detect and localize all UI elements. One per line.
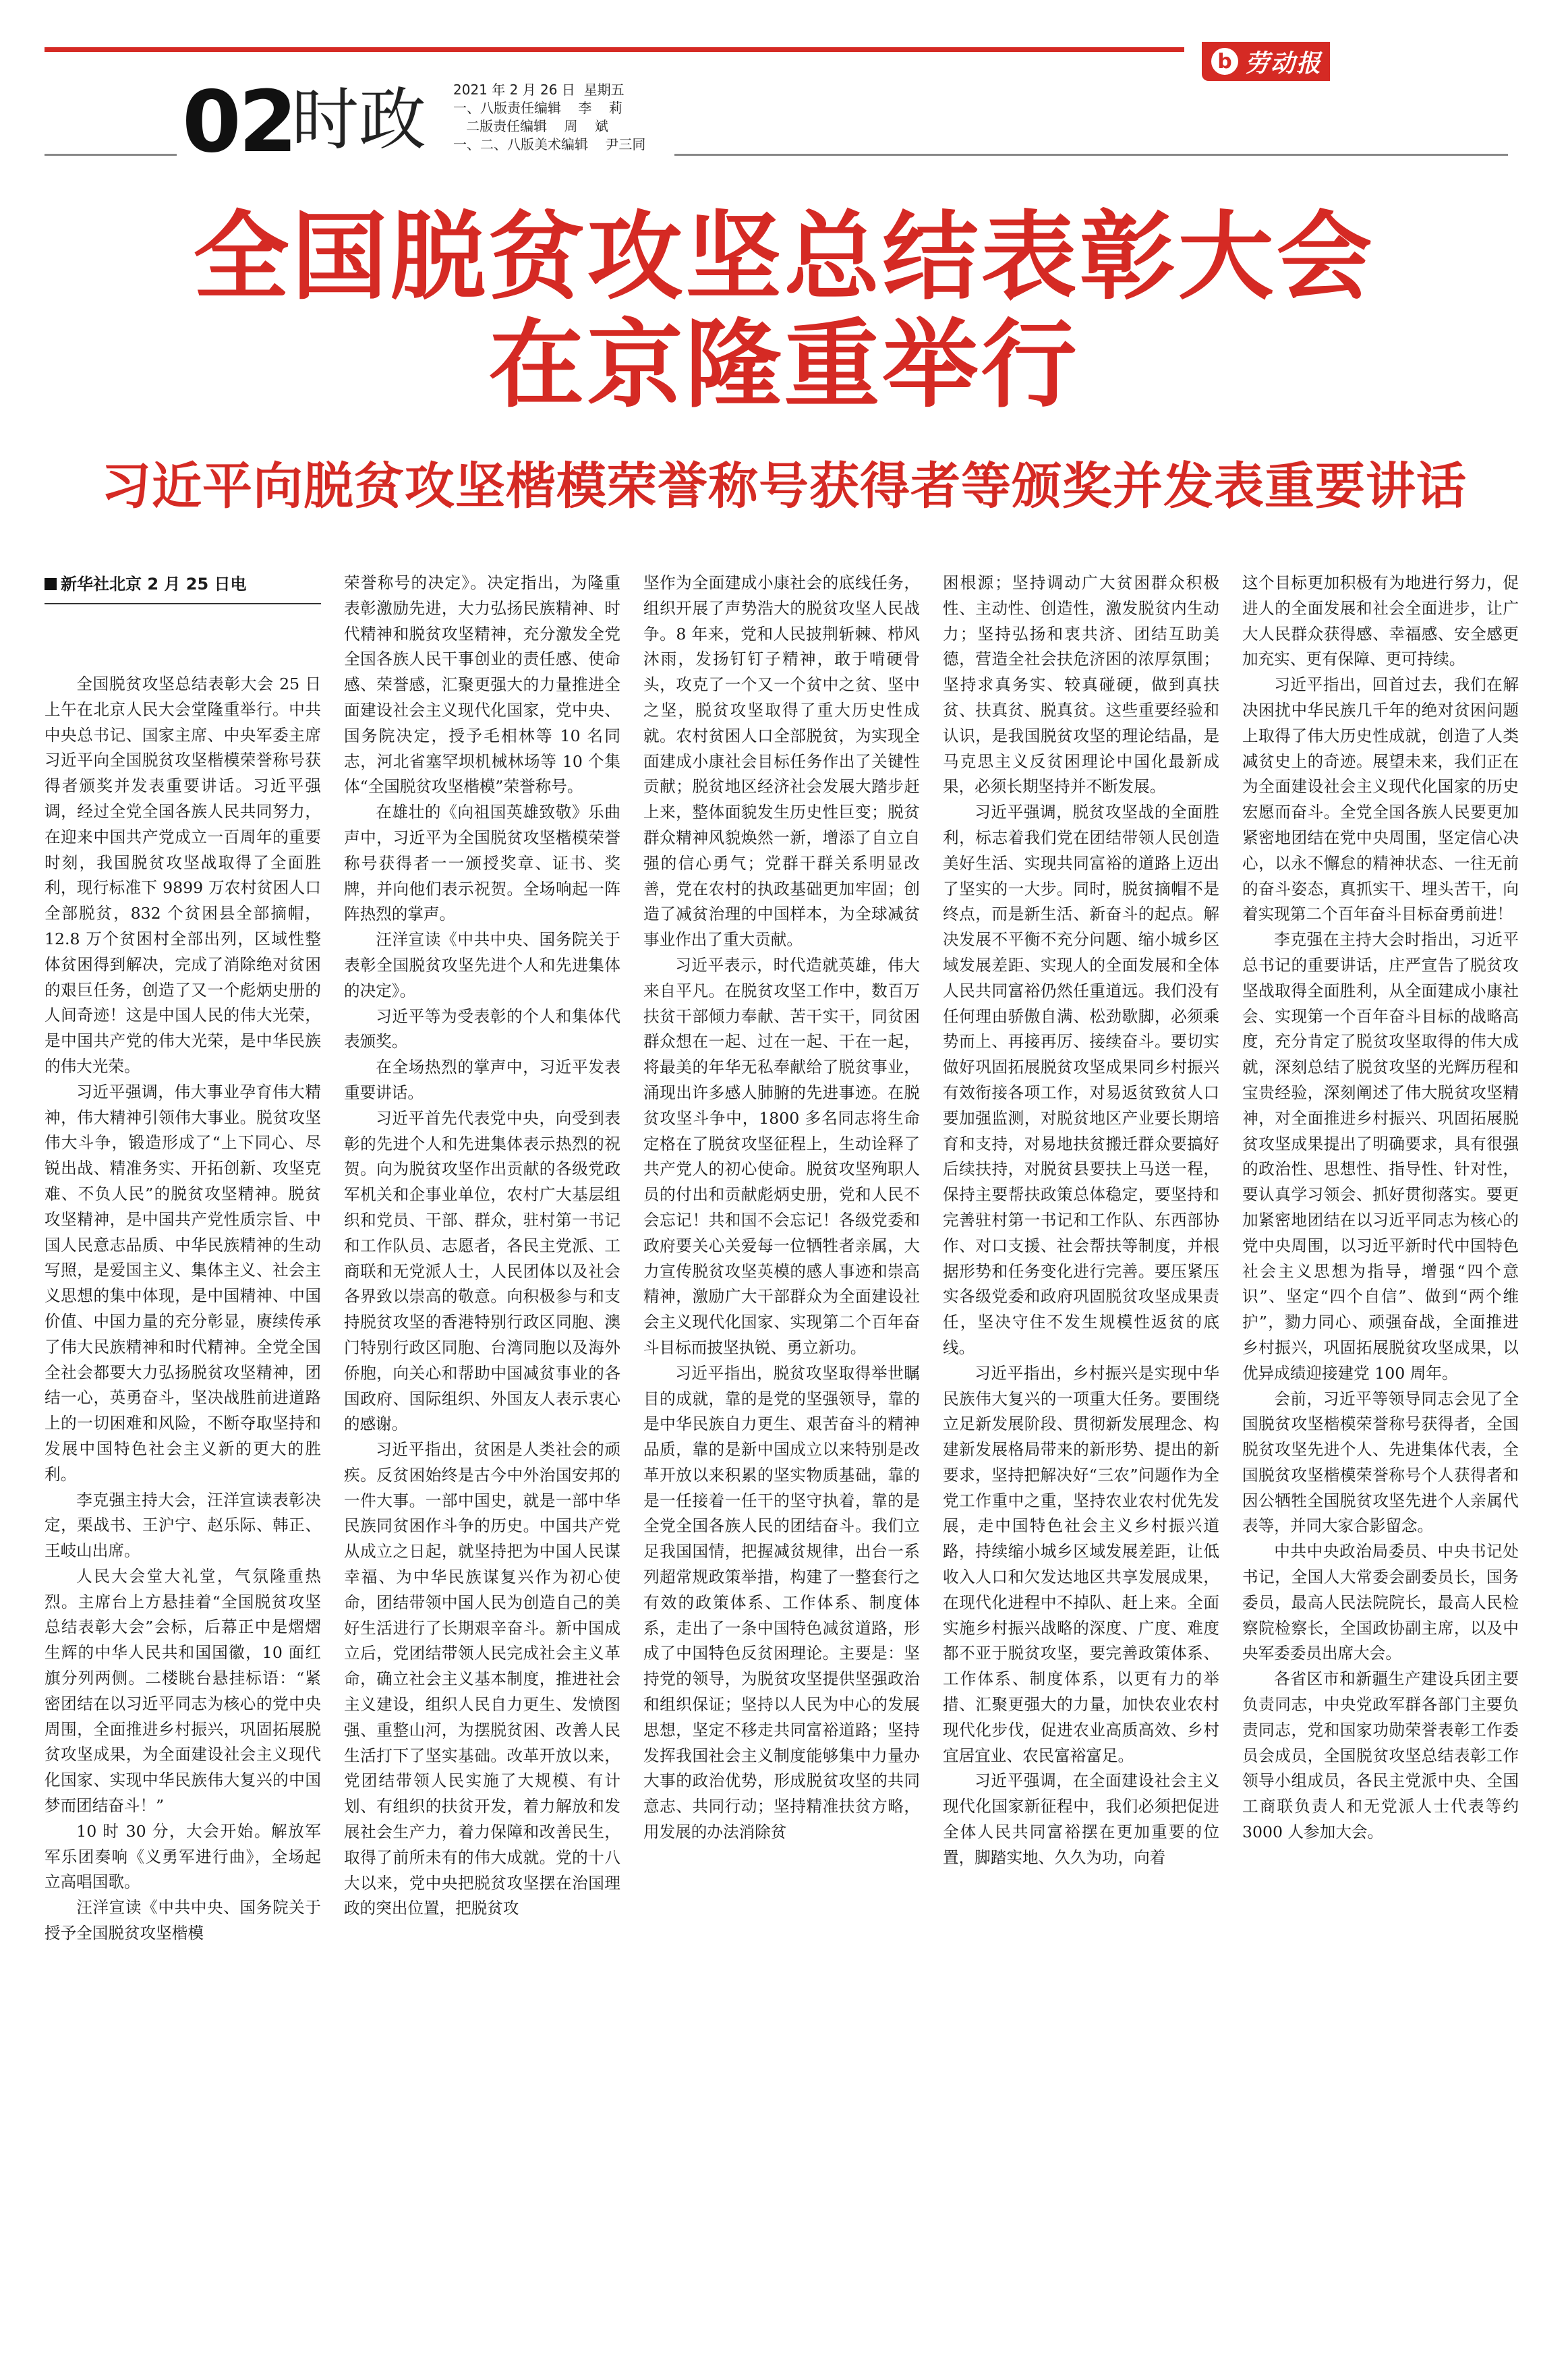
paragraph: 李克强主持大会，汪洋宣读表彰决定，栗战书、王沪宁、赵乐际、韩正、王岐山出席。 xyxy=(45,1490,321,1561)
page-number: 02 xyxy=(182,72,295,171)
paragraph: 习近平指出，脱贫攻坚取得举世瞩目的成就，靠的是党的坚强领导，靠的是中华民族自力更生、艰苦奋斗的精神品质，靠的是新中国成立以来特别是改革开放以来积累的坚实物质基础，靠的是一任接着一任干的坚守执着，靠的是全党全国各族人民的团结奋斗。我们立足我国国情，把握减贫规律，出台一系列超常规政策举措，构建了一整套行之有效的政策体系、工作体系、制度体系，走出了一条中国特色减贫道路，形成了中国特色反贫困理论。主要是：坚持党的领导，为脱贫攻坚提供坚强政治和组织保证；坚持以人民为中心的发展思想，坚定不移走共同富裕道路；坚持发挥我国社会主义制度能够集中力量办大事的政治优势，形成脱贫攻坚的共同意志、共同行动；坚持精准扶贫方略，用发展的办法消除贫 xyxy=(643,1363,920,1842)
paragraph: 坚作为全面建成小康社会的底线任务，组织开展了声势浩大的脱贫攻坚人民战争。8 年来，党和人民披荆斩棘、栉风沐雨，发扬钉钉子精神，敢于啃硬骨头，攻克了一个又一个贫中之贫、坚中之坚，脱贫攻坚取得了重大历史性成就。农村贫困人口全部脱贫，为实现全面建成小康社会目标任务作出了关键性贡献；脱贫地区经济社会发展大踏步赶上来，整体面貌发生历史性巨变；脱贫群众精神风貌焕然一新，增添了自立自强的信心勇气；党群干群关系明显改善，党在农村的执政基础更加牢固；创造了减贫治理的中国样本，为全球减贫事业作出了重大贡献。 xyxy=(643,573,920,950)
paragraph: 习近平强调，脱贫攻坚战的全面胜利，标志着我们党在团结带领人民创造美好生活、实现共同富裕的道路上迈出了坚实的一大步。同时，脱贫摘帽不是终点，而是新生活、新奋斗的起点。解决发展不平衡不充分问题、缩小城乡区域发展差距、实现人的全面发展和全体人民共同富裕仍然任重道远。我们没有任何理由骄傲自满、松劲歇脚，必须乘势而上、再接再厉、接续奋斗。要切实做好巩固拓展脱贫攻坚成果同乡村振兴有效衔接各项工作，对易返贫致贫人口要加强监测，对脱贫地区产业要长期培育和支持，对易地扶贫搬迁群众要搞好后续扶持，对脱贫县要扶上马送一程，保持主要帮扶政策总体稳定，要坚持和完善驻村第一书记和工作队、东西部协作、对口支援、社会帮扶等制度，并根据形势和任务变化进行完善。要压紧压实各级党委和政府巩固脱贫攻坚成果责任，坚决守住不发生规模性返贫的底线。 xyxy=(943,803,1219,1357)
paragraph: 在全场热烈的掌声中，习近平发表重要讲话。 xyxy=(344,1058,620,1102)
issue-date: 2021 年 2 月 26 日 星期五 xyxy=(453,82,625,98)
article-column xyxy=(943,571,1219,2324)
paragraph: 在雄壮的《向祖国英雄致敬》乐曲声中，习近平为全国脱贫攻坚楷模荣誉称号获得者一一颁授奖章、证书、奖牌，并向他们表示祝贺。全场响起一阵阵热烈的掌声。 xyxy=(344,803,620,924)
paragraph: 习近平首先代表党中央，向受到表彰的先进个人和先进集体表示热烈的祝贺。向为脱贫攻坚作出贡献的各级党政军机关和企事业单位，农村广大基层组织和党员、干部、群众，驻村第一书记和工作队员、志愿者，各民主党派、工商联和无党派人士，人民团体以及社会各界致以崇高的敬意。向积极参与和支持脱贫攻坚的香港特别行政区同胞、澳门特别行政区同胞、台湾同胞以及海外侨胞，向关心和帮助中国减贫事业的各国政府、国际组织、外国友人表示衷心的感谢。 xyxy=(344,1108,620,1434)
paragraph: 10 时 30 分，大会开始。解放军军乐团奏响《义勇军进行曲》，全场起立高唱国歌。 xyxy=(45,1821,321,1892)
newspaper-masthead xyxy=(1202,42,1330,81)
paragraph: 习近平强调，伟大事业孕育伟大精神，伟大精神引领伟大事业。脱贫攻坚伟大斗争，锻造形成了“上下同心、尽锐出战、精准务实、开拓创新、攻坚克难、不负人民”的脱贫攻坚精神。脱贫攻坚精神，是中国共产党性质宗旨、中国人民意志品质、中华民族精神的生动写照，是爱国主义、集体主义、社会主义思想的集中体现，是中国精神、中国价值、中国力量的充分彰显，赓续传承了伟大民族精神和时代精神。全党全国全社会都要大力弘扬脱贫攻坚精神，团结一心，英勇奋斗，坚决战胜前进道路上的一切困难和风险，不断夺取坚持和发展中国特色社会主义新的更大的胜利。 xyxy=(45,1082,321,1484)
paragraph: 习近平表示，时代造就英雄，伟大来自平凡。在脱贫攻坚工作中，数百万扶贫干部倾力奉献、苦干实干，同贫困群众想在一起、过在一起、干在一起，将最美的年华无私奉献给了脱贫事业，涌现出许多感人肺腑的先进事迹。在脱贫攻坚斗争中，1800 多名同志将生命定格在了脱贫攻坚征程上，生动诠释了共产党人的初心使命。脱贫攻坚殉职人员的付出和贡献彪炳史册，党和人民不会忘记！共和国不会忘记！各级党委和政府要关心关爱每一位牺牲者亲属，大力宣传脱贫攻坚英模的感人事迹和崇高精神，激励广大干部群众为全面建设社会主义现代化国家、实现第二个百年奋斗目标而披坚执锐、勇立新功。 xyxy=(643,955,920,1357)
section-title: 时政 xyxy=(291,80,426,159)
paragraph: 李克强在主持大会时指出，习近平总书记的重要讲话，庄严宣告了脱贫攻坚战取得全面胜利，从全面建成小康社会、实现第一个百年奋斗目标的战略高度，充分肯定了脱贫攻坚取得的伟大成就，深刻总结了脱贫攻坚的光辉历程和宝贵经验，深刻阐述了伟大脱贫攻坚精神，对全面推进乡村振兴、巩固拓展脱贫攻坚成果提出了明确要求，具有很强的政治性、思想性、指导性、针对性，要认真学习领会、抓好贯彻落实。要更加紧密地团结在以习近平同志为核心的党中央周围，以习近平新时代中国特色社会主义思想为指导，增强“四个意识”、坚定“四个自信”、做到“两个维护”，勠力同心、顽强奋战，全面推进乡村振兴，巩固拓展脱贫攻坚成果，以优异成绩迎接建党 100 周年。 xyxy=(1242,930,1519,1383)
header-divider-right xyxy=(674,154,1508,156)
editor-line: 一、八版责任编辑 李 莉 xyxy=(453,100,622,116)
paragraph: 习近平指出，贫困是人类社会的顽疾。反贫困始终是古今中外治国安邦的一件大事。一部中国史，就是一部中华民族同贫困作斗争的历史。中国共产党从成立之日起，就坚持把为中国人民谋幸福、为中华民族谋复兴作为初心使命，团结带领中国人民为创造自己的美好生活进行了长期艰辛奋斗。新中国成立后，党团结带领人民完成社会主义革命，确立社会主义基本制度，推进社会主义建设，组织人民自力更生、发愤图强、重整山河，为摆脱贫困、改善人民生活打下了坚实基础。改革开放以来，党团结带领人民实施了大规模、有计划、有组织的扶贫开发，着力解放和发展社会生产力，着力保障和改善民生，取得了前所未有的伟大成就。党的十八大以来，党中央把脱贫攻坚摆在治国理政的突出位置，把脱贫攻 xyxy=(344,1440,620,1918)
dateline-text: 新华社北京 2 月 25 日电 xyxy=(61,575,247,594)
paragraph: 这个目标更加积极有为地进行努力，促进人的全面发展和社会全面进步，让广大人民群众获得感、幸福感、安全感更加充实、更有保障、更可持续。 xyxy=(1242,573,1519,669)
article-column xyxy=(45,571,321,2324)
paragraph: 荣誉称号的决定》。决定指出，为隆重表彰激励先进，大力弘扬民族精神、时代精神和脱贫攻坚精神，充分激发全党全国各族人民干事创业的责任感、使命感、荣誉感，汇聚更强大的力量推进全面建设社会主义现代化国家，党中央、国务院决定，授予毛相林等 10 名同志，河北省塞罕坝机械林场等 10 个集体“全国脱贫攻坚楷模”荣誉称号。 xyxy=(344,573,620,797)
paragraph: 人民大会堂大礼堂，气氛隆重热烈。主席台上方悬挂着“全国脱贫攻坚总结表彰大会”会标，后幕正中是熠熠生辉的中华人民共和国国徽，10 面红旗分列两侧。二楼眺台悬挂标语：“紧密团结在以习近平同志为核心的党中央周围，全面推进乡村振兴，巩固拓展脱贫攻坚成果，为全面建设社会主义现代化国家、实现中华民族伟大复兴的中国梦而团结奋斗！” xyxy=(45,1566,321,1816)
square-bullet-icon xyxy=(45,578,57,590)
newspaper-name: 劳动报 xyxy=(1245,49,1323,78)
article-column xyxy=(1242,571,1519,2324)
newspaper-logo-icon: b xyxy=(1211,48,1238,75)
editor-line: 一、二、八版美术编辑 尹三同 xyxy=(453,136,646,152)
headline-line-2: 在京隆重举行 xyxy=(488,310,1080,421)
paragraph: 全国脱贫攻坚总结表彰大会 25 日上午在北京人民大会堂隆重举行。中共中央总书记、国家主席、中央军委主席习近平向全国脱贫攻坚楷模荣誉称号获得者颁奖并发表重要讲话。习近平强调，经过全党全国各族人民共同努力，在迎来中国共产党成立一百周年的重要时刻，我国脱贫攻坚战取得了全面胜利，现行标准下 9899 万农村贫困人口全部脱贫，832 个贫困县全部摘帽，12.8 万个贫困村全部出列，区域性整体贫困得到解决，完成了消除绝对贫困的艰巨任务，创造了又一个彪炳史册的人间奇迹！这是中国人民的伟大光荣，是中国共产党的伟大光荣，是中华民族的伟大光荣。 xyxy=(45,674,321,1076)
top-red-rule xyxy=(45,47,1184,52)
paragraph: 中共中央政治局委员、中央书记处书记，全国人大常委会副委员长，国务委员，最高人民法院院长，最高人民检察院检察长，全国政协副主席，以及中央军委委员出席大会。 xyxy=(1242,1542,1519,1663)
dateline xyxy=(45,571,321,604)
editor-line: 二版责任编辑 周 斌 xyxy=(453,118,608,134)
article-column xyxy=(643,571,920,2324)
paragraph: 会前，习近平等领导同志会见了全国脱贫攻坚楷模荣誉称号获得者，全国脱贫攻坚先进个人、先进集体代表，全国脱贫攻坚楷模荣誉称号个人获得者和因公牺牲全国脱贫攻坚先进个人亲属代表等，并同大家合影留念。 xyxy=(1242,1389,1519,1536)
paragraph: 汪洋宣读《中共中央、国务院关于授予全国脱贫攻坚楷模 xyxy=(45,1898,321,1943)
article-column xyxy=(344,571,620,2324)
paragraph: 习近平等为受表彰的个人和集体代表颁奖。 xyxy=(344,1006,620,1052)
editor-info xyxy=(453,81,645,154)
paragraph: 困根源；坚持调动广大贫困群众积极性、主动性、创造性，激发脱贫内生动力；坚持弘扬和衷共济、团结互助美德，营造全社会扶危济困的浓厚氛围；坚持求真务实、较真碰硬，做到真扶贫、扶真贫、脱真贫。这些重要经验和认识，是我国脱贫攻坚的理论结晶，是马克思主义反贫困理论中国化最新成果，必须长期坚持并不断发展。 xyxy=(943,573,1219,797)
article-body xyxy=(45,571,1519,2324)
paragraph: 习近平强调，在全面建设社会主义现代化国家新征程中，我们必须把促进全体人民共同富裕摆在更加重要的位置，脚踏实地、久久为功，向着 xyxy=(943,1771,1219,1867)
header-divider-left xyxy=(45,154,177,156)
paragraph: 习近平指出，乡村振兴是实现中华民族伟大复兴的一项重大任务。要围绕立足新发展阶段、贯彻新发展理念、构建新发展格局带来的新形势、提出的新要求，坚持把解决好“三农”问题作为全党工作重中之重，坚持农业农村优先发展，走中国特色社会主义乡村振兴道路，持续缩小城乡区域发展差距，让低收入人口和欠发达地区共享发展成果，在现代化进程中不掉队、赶上来。全面实施乡村振兴战略的深度、广度、难度都不亚于脱贫攻坚，要完善政策体系、工作体系、制度体系，以更有力的举措、汇聚更强大的力量，加快农业农村现代化步伐，促进农业高质高效、乡村宜居宜业、农民富裕富足。 xyxy=(943,1363,1219,1765)
paragraph: 各省区市和新疆生产建设兵团主要负责同志，中央党政军群各部门主要负责同志，党和国家功勋荣誉表彰工作委员会成员，全国脱贫攻坚总结表彰工作领导小组成员，各民主党派中央、全国工商联负责人和无党派人士代表等约 3000 人参加大会。 xyxy=(1242,1669,1519,1842)
headline-line-1: 全国脱贫攻坚总结表彰大会 xyxy=(193,202,1375,313)
paragraph: 习近平指出，回首过去，我们在解决困扰中华民族几千年的绝对贫困问题上取得了伟大历史性成就，创造了人类减贫史上的奇迹。展望未来，我们正在为全面建设社会主义现代化国家的历史宏愿而奋斗。全党全国各族人民要更加紧密地团结在党中央周围，坚定信心决心，以永不懈怠的精神状态、一往无前的奋斗姿态，真抓实干、埋头苦干，向着实现第二个百年奋斗目标奋勇前进！ xyxy=(1242,675,1519,924)
subheadline: 习近平向脱贫攻坚楷模荣誉称号获得者等颁奖并发表重要讲话 xyxy=(101,457,1467,515)
paragraph: 汪洋宣读《中共中央、国务院关于表彰全国脱贫攻坚先进个人和先进集体的决定》。 xyxy=(344,930,620,1000)
